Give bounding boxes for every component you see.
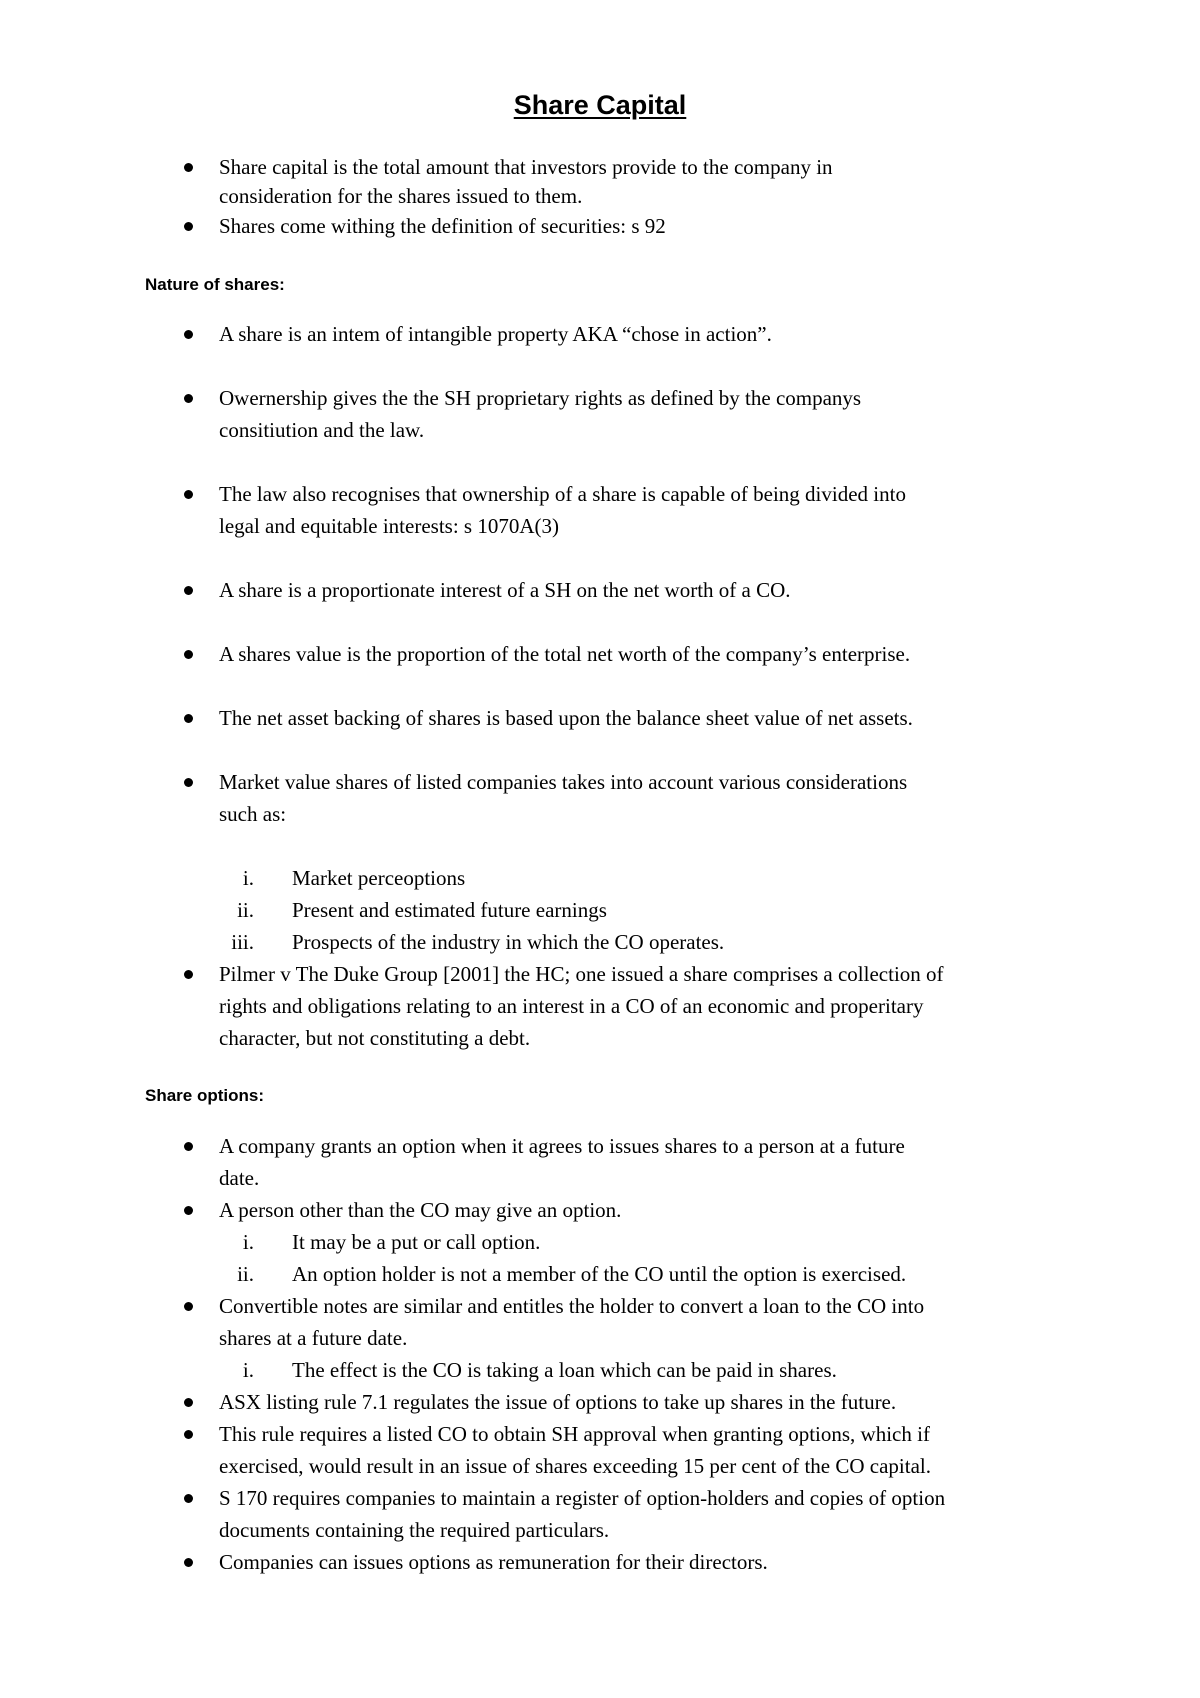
options-bullet-5-line-2: exercised, would result in an issue of shares exceeding 15 per cent of the CO capital. bbox=[219, 1454, 932, 1478]
nature-bullet-4-line-1: A share is a proportionate interest of a SH on the net worth of a CO. bbox=[219, 578, 791, 602]
bullet-icon bbox=[184, 394, 193, 403]
bullet-icon bbox=[184, 1398, 193, 1407]
bullet-icon bbox=[184, 1206, 193, 1215]
bullet-icon bbox=[184, 1558, 193, 1567]
nature-bullet-2-line-1: Owernership gives the the SH proprietary rights as defined by the companys bbox=[219, 386, 862, 410]
nature-bullet-2-line-2: consitiution and the law. bbox=[219, 418, 425, 442]
intro-bullet-1-line-1: Share capital is the total amount that investors provide to the company in bbox=[219, 155, 833, 179]
sub-list-item: Prospects of the industry in which the CO operates. bbox=[292, 930, 725, 954]
nature-bullet-1-line-1: A share is an intem of intangible property AKA “chose in action”. bbox=[219, 322, 772, 346]
sub-list-item: Market perceoptions bbox=[292, 866, 466, 890]
options-bullet-1-line-2: date. bbox=[219, 1166, 260, 1190]
nature-bullet-8-line-2: rights and obligations relating to an interest in a CO of an economic and properitary bbox=[219, 994, 924, 1018]
nature-bullet-3-line-2: legal and equitable interests: s 1070A(3) bbox=[219, 514, 559, 538]
nature-bullet-7-line-1: Market value shares of listed companies takes into account various considerations bbox=[219, 770, 908, 794]
bullet-icon bbox=[184, 714, 193, 723]
bullet-icon bbox=[184, 1302, 193, 1311]
sub-list-number: iii. bbox=[231, 930, 254, 954]
nature-bullet-6-line-1: The net asset backing of shares is based upon the balance sheet value of net assets. bbox=[219, 706, 913, 730]
options-bullet-3-line-1: Convertible notes are similar and entitles the holder to convert a loan to the CO into bbox=[219, 1294, 925, 1318]
bullet-icon bbox=[184, 222, 193, 231]
options-bullet-5-line-1: This rule requires a listed CO to obtain SH approval when granting options, which if bbox=[219, 1422, 930, 1446]
bullet-icon bbox=[184, 490, 193, 499]
options-bullet-3-line-2: shares at a future date. bbox=[219, 1326, 408, 1350]
sub-list-item: It may be a put or call option. bbox=[292, 1230, 541, 1254]
sub-list-number: i. bbox=[242, 866, 254, 890]
sub-list-number: i. bbox=[242, 1358, 254, 1382]
sub-list-item: Present and estimated future earnings bbox=[292, 898, 607, 922]
nature-bullet-7-line-2: such as: bbox=[219, 802, 287, 826]
options-bullet-4-line-1: ASX listing rule 7.1 regulates the issue of options to take up shares in the future. bbox=[219, 1390, 897, 1414]
options-bullet-2-line-1: A person other than the CO may give an option. bbox=[219, 1198, 622, 1222]
sub-list-item: The effect is the CO is taking a loan which can be paid in shares. bbox=[292, 1358, 837, 1382]
bullet-icon bbox=[184, 330, 193, 339]
intro-bullet-1-line-2: consideration for the shares issued to them. bbox=[219, 184, 583, 208]
nature-bullet-5-line-1: A shares value is the proportion of the total net worth of the company’s enterprise. bbox=[219, 642, 911, 666]
options-bullet-7-line-1: Companies can issues options as remuneration for their directors. bbox=[219, 1550, 768, 1574]
bullet-icon bbox=[184, 1494, 193, 1503]
bullet-icon bbox=[184, 970, 193, 979]
nature-bullet-8-line-3: character, but not constituting a debt. bbox=[219, 1026, 531, 1050]
sub-list-item: An option holder is not a member of the CO until the option is exercised. bbox=[292, 1262, 907, 1286]
sub-list-number: i. bbox=[242, 1230, 254, 1254]
options-bullet-6-line-1: S 170 requires companies to maintain a register of option-holders and copies of option bbox=[219, 1486, 946, 1510]
bullet-icon bbox=[184, 1142, 193, 1151]
options-bullet-6-line-2: documents containing the required particulars. bbox=[219, 1518, 610, 1542]
nature-bullet-8-line-1: Pilmer v The Duke Group [2001] the HC; one issued a share comprises a collection of bbox=[219, 962, 944, 986]
nature-bullet-3-line-1: The law also recognises that ownership of a share is capable of being divided into bbox=[219, 482, 906, 506]
sub-list-number: ii. bbox=[237, 898, 254, 922]
bullet-icon bbox=[184, 1430, 193, 1439]
section-heading-options: Share options: bbox=[145, 1086, 265, 1105]
page-title: Share Capital bbox=[513, 90, 687, 120]
bullet-icon bbox=[184, 650, 193, 659]
section-heading-nature: Nature of shares: bbox=[145, 275, 285, 294]
options-bullet-1-line-1: A company grants an option when it agrees to issues shares to a person at a future bbox=[219, 1134, 905, 1158]
intro-bullet-2-line-1: Shares come withing the definition of securities: s 92 bbox=[219, 214, 666, 238]
bullet-icon bbox=[184, 778, 193, 787]
bullet-icon bbox=[184, 586, 193, 595]
sub-list-number: ii. bbox=[237, 1262, 254, 1286]
bullet-icon bbox=[184, 163, 193, 172]
